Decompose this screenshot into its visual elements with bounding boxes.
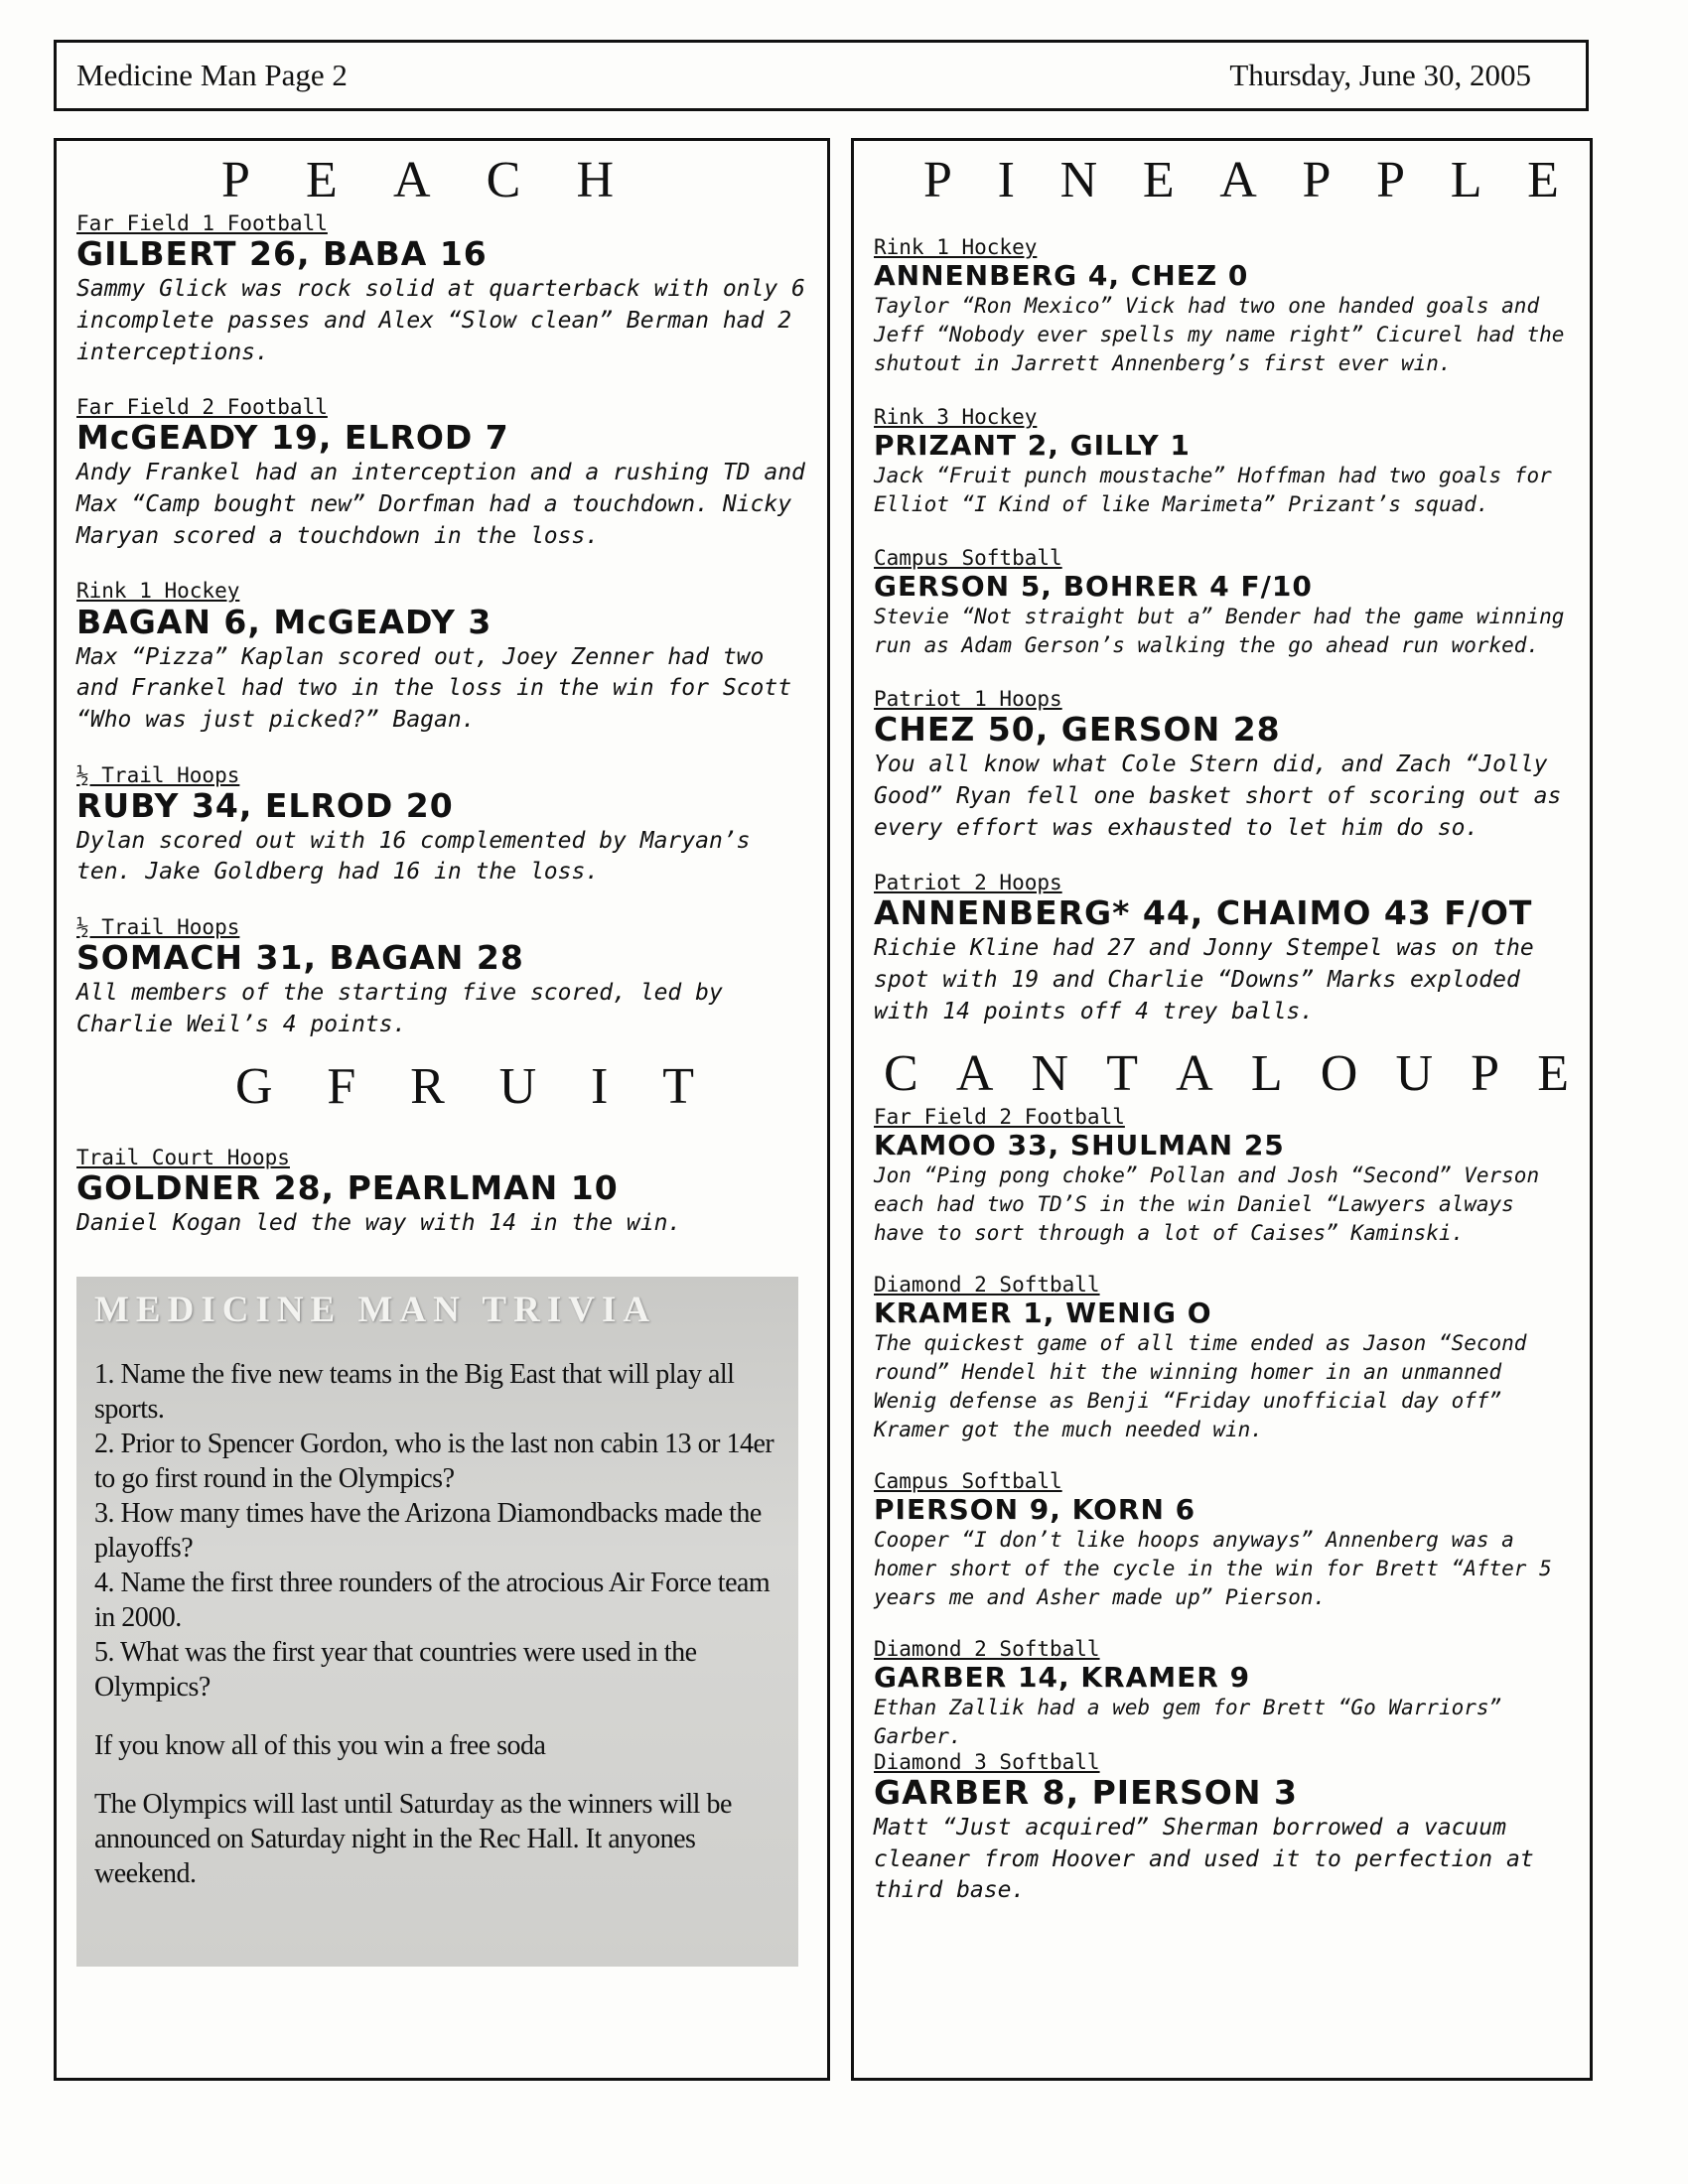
title-letter: E — [1142, 152, 1175, 208]
game-item — [874, 688, 1590, 844]
left-column — [54, 138, 830, 2081]
game-summary: Ethan Zallik had a web gem for Brett “Go Warriors” Garber. — [874, 1695, 1502, 1748]
header-page-label: Medicine Man Page 2 — [76, 58, 348, 92]
title-letter: L — [1450, 152, 1482, 208]
game-item — [874, 1751, 1590, 1907]
title-letter: F — [327, 1057, 356, 1115]
game-venue: Patriot 1 Hoops — [874, 687, 1062, 712]
game-venue: Rink 1 Hockey — [76, 579, 240, 604]
title-letter: E — [1527, 152, 1559, 208]
trivia-question: 5. What was the first year that countries were used in the Olympics? — [94, 1637, 697, 1704]
title-letter: A — [1219, 152, 1257, 208]
game-item — [874, 872, 1590, 1027]
title-letter: H — [576, 152, 614, 208]
game-venue: Rink 3 Hockey — [874, 405, 1038, 430]
game-score: PIERSON 9, KORN 6 — [874, 1492, 1196, 1526]
game-score: McGEADY 19, ELROD 7 — [76, 418, 509, 458]
trivia-note: The Olympics will last until Saturday as the winners will be announced on Saturday night in the Rec Hall. It anyones weekend. — [94, 1789, 732, 1890]
game-score: GARBER 14, KRAMER 9 — [874, 1660, 1251, 1694]
game-score: SOMACH 31, BAGAN 28 — [76, 938, 524, 978]
title-letter: C — [486, 152, 521, 208]
game-venue: Diamond 3 Softball — [874, 1749, 1100, 1774]
game-venue: ½ Trail Hoops — [76, 762, 240, 787]
title-letter: P — [1471, 1044, 1500, 1102]
title-letter: P — [1376, 152, 1406, 208]
title-letter: N — [1031, 1044, 1069, 1102]
game-venue: Patriot 2 Hoops — [874, 871, 1062, 895]
trivia-question: 2. Prior to Spencer Gordon, who is the last non cabin 13 or 14er to go first round in the Olympics? — [94, 1429, 774, 1495]
game-summary: Matt “Just acquired” Sherman borrowed a vacuum cleaner from Hoover and used it to perfection at third base. — [874, 1814, 1534, 1904]
title-letter: T — [1106, 1044, 1138, 1102]
title-letter: P — [221, 152, 250, 208]
trivia-title: MEDICINE MAN TRIVIA — [94, 1290, 657, 1331]
game-summary: Cooper “I don’t like hoops anyways” Annenberg was a homer short of the cycle in the win for Brett “After 5 years me and Asher made up” Pierson. — [874, 1527, 1552, 1609]
game-venue: Diamond 2 Softball — [874, 1636, 1100, 1661]
game-summary: Daniel Kogan led the way with 14 in the win. — [76, 1209, 682, 1236]
game-summary: Andy Frankel had an interception and a rushing TD and Max “Camp bought new” Dorfman had a touchdown. Nicky Maryan scored a touchdown in the loss. — [76, 460, 805, 549]
game-score: CHEZ 50, GERSON 28 — [874, 710, 1281, 750]
section-title-cantaloupe — [884, 1044, 1569, 1102]
trivia-box — [76, 1277, 798, 1967]
section-title-peach — [221, 152, 614, 208]
game-summary: Dylan scored out with 16 complemented by Maryan’s ten. Jake Goldberg had 16 in the loss. — [76, 827, 751, 886]
game-item — [874, 1106, 1590, 1248]
game-summary: You all know what Cole Stern did, and Zach “Jolly Good” Ryan fell one basket short of scoring out as every effort was exhausted to let him do so. — [874, 751, 1562, 841]
game-summary: Stevie “Not straight but a” Bender had the game winning run as Adam Gerson’s walking the go ahead run worked. — [874, 605, 1565, 658]
title-letter: E — [306, 152, 338, 208]
page-header — [54, 40, 1589, 111]
game-venue: Far Field 2 Football — [874, 1104, 1125, 1129]
game-score: GOLDNER 28, PEARLMAN 10 — [76, 1167, 619, 1207]
game-score: PRIZANT 2, GILLY 1 — [874, 429, 1191, 463]
game-summary: The quickest game of all time ended as Jason “Second round” Hendel hit the winning homer in an unmanned Wenig defense as Benji “Friday unofficial day off” Kramer got the much needed win. — [874, 1330, 1527, 1441]
game-summary: Max “Pizza” Kaplan scored out, Joey Zenner had two and Frankel had two in the loss in the win for Scott “Who was just picked?” Bagan. — [76, 643, 792, 733]
title-letter: U — [1395, 1044, 1434, 1102]
header-date: Thursday, June 30, 2005 — [1229, 58, 1531, 92]
game-venue: Diamond 2 Softball — [874, 1272, 1100, 1297]
game-venue: Campus Softball — [874, 546, 1062, 571]
game-item — [874, 1470, 1590, 1612]
game-venue: Far Field 2 Football — [76, 395, 328, 420]
title-letter: P — [923, 152, 952, 208]
game-summary: Jon “Ping pong choke” Pollan and Josh “Second” Verson each had two TD’S in the win Daniel “Lawyers always have to sort through a lot of Caises” Kaminski. — [874, 1162, 1540, 1245]
game-item — [76, 916, 827, 1041]
game-summary: Richie Kline had 27 and Jonny Stempel was on the spot with 19 and Charlie “Downs” Marks exploded with 14 points off 4 trey balls. — [874, 935, 1534, 1024]
title-letter: N — [1059, 152, 1098, 208]
title-letter: O — [1320, 1044, 1358, 1102]
game-score: RUBY 34, ELROD 20 — [76, 785, 454, 825]
right-column — [851, 138, 1593, 2081]
game-item — [874, 406, 1590, 519]
game-item — [76, 212, 827, 368]
game-item — [76, 396, 827, 552]
game-item — [76, 580, 827, 736]
game-score: GERSON 5, BOHRER 4 F/10 — [874, 570, 1313, 604]
game-venue: Trail Court Hoops — [76, 1145, 290, 1169]
game-item — [874, 1638, 1590, 1751]
game-item — [874, 236, 1590, 378]
trivia-question: 1. Name the five new teams in the Big East that will play all sports. — [94, 1359, 735, 1426]
game-item — [76, 764, 827, 889]
game-score: GARBER 8, PIERSON 3 — [874, 1772, 1298, 1812]
game-score: GILBERT 26, BABA 16 — [76, 234, 488, 274]
game-venue: Rink 1 Hockey — [874, 235, 1038, 259]
title-letter: I — [591, 1057, 609, 1115]
trivia-prize: If you know all of this you win a free soda — [94, 1730, 546, 1762]
game-score: ANNENBERG* 44, CHAIMO 43 F/OT — [874, 893, 1533, 933]
game-venue: Far Field 1 Football — [76, 211, 328, 235]
game-score: BAGAN 6, McGEADY 3 — [76, 602, 492, 641]
game-summary: Jack “Fruit punch moustache” Hoffman had two goals for Elliot “I Kind of like Marimeta” Prizant’s squad. — [874, 464, 1552, 517]
game-score: ANNENBERG 4, CHEZ 0 — [874, 259, 1249, 293]
section-title-gfruit — [235, 1057, 694, 1115]
title-letter: I — [997, 152, 1015, 208]
title-letter: U — [498, 1057, 537, 1115]
title-letter: E — [1537, 1044, 1569, 1102]
title-letter: G — [235, 1057, 273, 1115]
game-item — [874, 547, 1590, 660]
title-letter: P — [1302, 152, 1332, 208]
title-letter: A — [955, 1044, 994, 1102]
title-letter: A — [1176, 1044, 1213, 1102]
game-item — [874, 1274, 1590, 1444]
title-letter: C — [884, 1044, 918, 1102]
game-summary: Sammy Glick was rock solid at quarterback with only 6 incomplete passes and Alex “Slow clean” Berman had 2 interceptions. — [76, 276, 805, 365]
game-summary: All members of the starting five scored, led by Charlie Weil’s 4 points. — [76, 980, 723, 1037]
title-letter: T — [662, 1057, 694, 1115]
trivia-question: 3. How many times have the Arizona Diamondbacks made the playoffs? — [94, 1498, 762, 1565]
game-score: KRAMER 1, WENIG O — [874, 1296, 1212, 1329]
title-letter: L — [1250, 1044, 1283, 1102]
title-letter: R — [410, 1057, 445, 1115]
game-item — [76, 1147, 827, 1240]
title-letter: A — [392, 152, 431, 208]
game-venue: Campus Softball — [874, 1468, 1062, 1493]
game-venue: ½ Trail Hoops — [76, 915, 240, 940]
game-summary: Taylor “Ron Mexico” Vick had two one handed goals and Jeff “Nobody ever spells my name right” Cicurel had the shutout in Jarrett Annenberg’s first ever win. — [874, 294, 1565, 376]
section-title-pineapple — [923, 152, 1559, 208]
game-score: KAMOO 33, SHULMAN 25 — [874, 1128, 1285, 1161]
trivia-question: 4. Name the first three rounders of the atrocious Air Force team in 2000. — [94, 1568, 771, 1634]
